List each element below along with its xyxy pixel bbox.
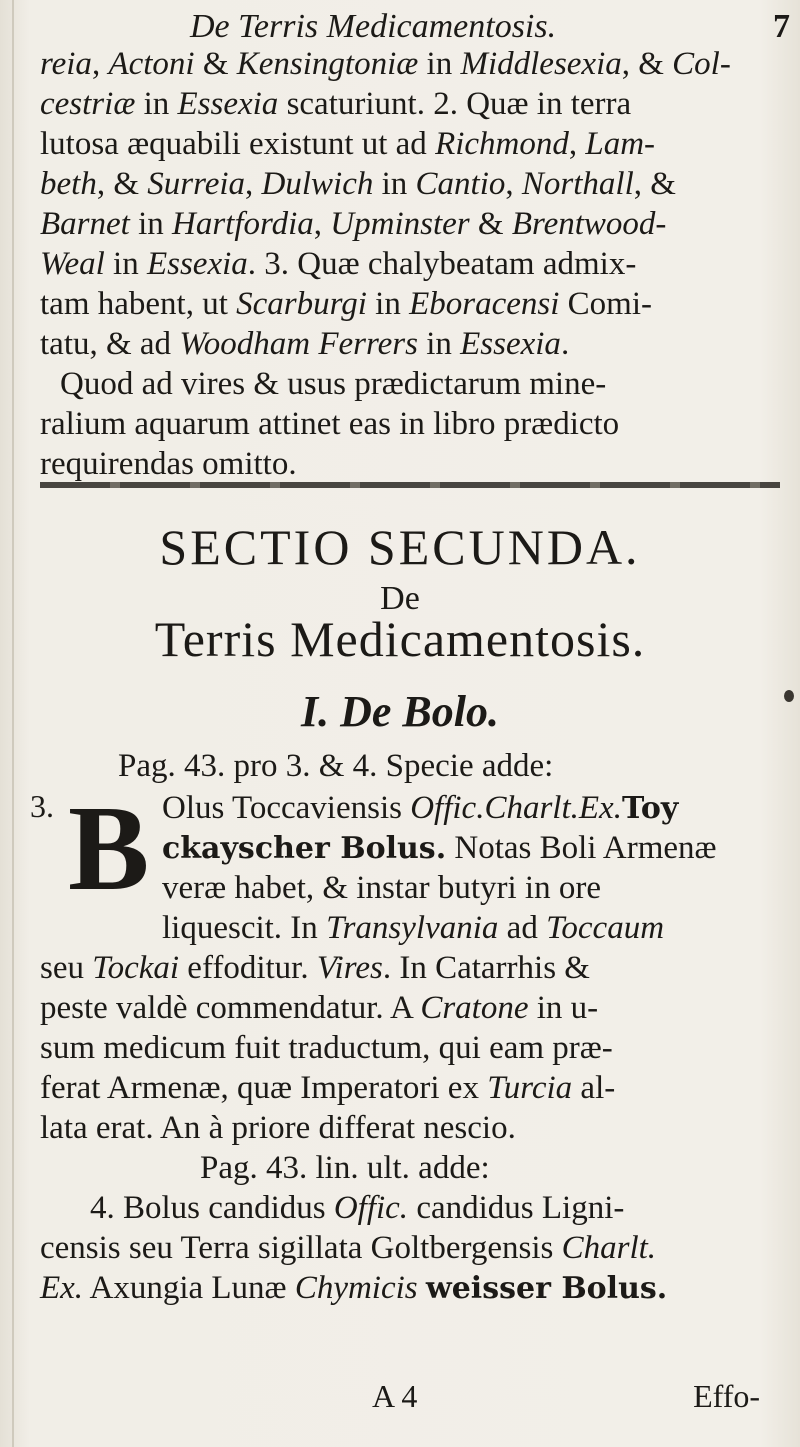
text-line: Olus Toccaviensis Offic.Charlt.Ex.Toy	[162, 790, 679, 826]
text-line: Ex. Axungia Lunæ Chymicis weisser Bolus.	[40, 1270, 668, 1306]
text-line: tatu, & ad Woodham Ferrers in Essexia.	[40, 326, 570, 362]
text-line: Weal in Essexia. 3. Quæ chalybeatam admix-	[40, 246, 637, 282]
text-line: 4. Bolus candidus Offic. candidus Ligni-	[90, 1190, 625, 1226]
text-line: lutosa æquabili existunt ut ad Richmond, Lam-	[40, 126, 656, 162]
text-line: censis seu Terra sigillata Goltbergensis Charlt.	[40, 1230, 657, 1266]
text-line: Quod ad vires & usus prædictarum mine-	[60, 366, 607, 402]
text-line: beth, & Surreia, Dulwich in Cantio, Northall, &	[40, 166, 676, 202]
ornamental-rule	[40, 482, 780, 488]
running-title: De Terris Medicamentosis.	[190, 8, 557, 45]
text-line: Pag. 43. pro 3. & 4. Specie adde:	[118, 748, 554, 784]
drop-cap: B	[68, 781, 150, 916]
text-line: Pag. 43. lin. ult. adde:	[200, 1150, 490, 1186]
text-line: sum medicum fuit traductum, qui eam præ-	[40, 1030, 613, 1066]
text-line: ferat Armenæ, quæ Imperatori ex Turcia al-	[40, 1070, 616, 1106]
running-header	[190, 8, 790, 46]
section-subtitle: Terris Medicamentosis.	[154, 611, 646, 667]
chapter-heading: I. De Bolo.	[301, 687, 499, 736]
text-line: seu Tockai effoditur. Vires. In Catarrhis &	[40, 950, 590, 986]
text-line: Barnet in Hartfordia, Upminster & Brentwood-	[40, 206, 667, 242]
text-line: lata erat. An à priore differat nescio.	[40, 1110, 516, 1146]
ink-blot	[784, 690, 794, 702]
text-line: peste valdè commendatur. A Cratone in u-	[40, 990, 599, 1026]
text-line: ralium aquarum attinet eas in libro prædicto	[40, 406, 620, 442]
paragraph-number: 3.	[30, 788, 54, 824]
section-de: De	[380, 580, 420, 617]
text-line: tam habent, ut Scarburgi in Eboracensi Comi-	[40, 286, 652, 322]
catchword: Effo-	[693, 1378, 760, 1414]
text-line: ckayscher Bolus. Notas Boli Armenæ	[162, 830, 717, 866]
text-line: requirendas omitto.	[40, 446, 297, 482]
text-line: liquescit. In Transylvania ad Toccaum	[162, 910, 665, 946]
text-line: reia, Actoni & Kensingtoniæ in Middlesexia, & Col-	[40, 46, 731, 82]
signature-mark: A 4	[372, 1378, 418, 1414]
text-line: cestriæ in Essexia scaturiunt. 2. Quæ in terra	[40, 86, 632, 122]
page-number: 7	[773, 8, 790, 45]
page-footer	[0, 1378, 800, 1422]
section-title: SECTIO SECUNDA.	[159, 519, 641, 575]
text-line: veræ habet, & instar butyri in ore	[162, 870, 601, 906]
